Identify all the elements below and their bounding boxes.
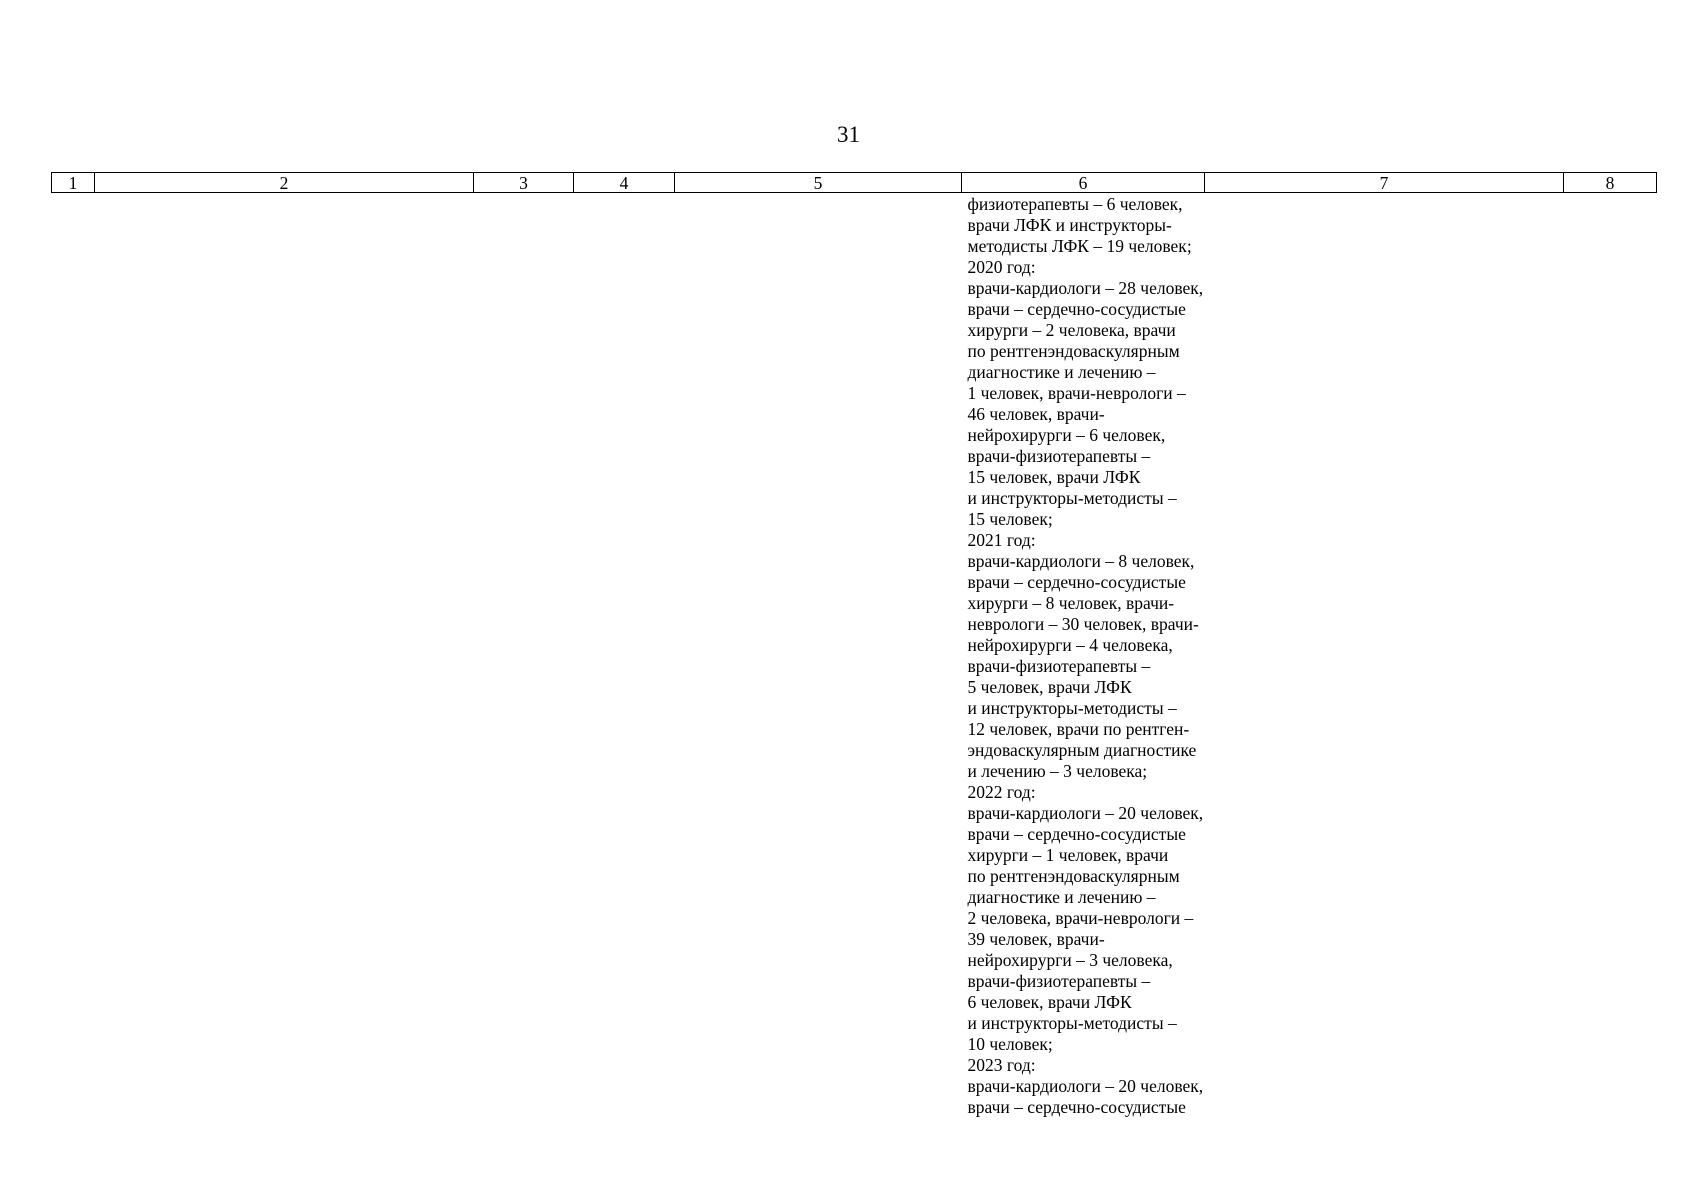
- cell-col-3: [474, 193, 574, 1119]
- text-line: врачи-кардиологи – 20 человек,: [967, 803, 1204, 823]
- text-line: диагностике и лечению –: [967, 362, 1156, 382]
- text-line: врачи-физиотерапевты –: [967, 446, 1151, 466]
- cell-col-5: [675, 193, 962, 1119]
- document-table: [51, 172, 1657, 1118]
- text-line: методисты ЛФК – 19 человек;: [967, 236, 1192, 256]
- column-number-row: [52, 173, 1657, 193]
- column-header-5: 5: [675, 173, 962, 193]
- text-line: нейрохирурги – 4 человека,: [967, 635, 1173, 655]
- text-line: 2022 год:: [967, 782, 1036, 802]
- text-line: физиотерапевты – 6 человек,: [967, 194, 1183, 214]
- text-line: хирурги – 2 человека, врачи: [967, 320, 1176, 340]
- text-line: нейрохирурги – 6 человек,: [967, 425, 1166, 445]
- text-line: врачи-физиотерапевты –: [967, 971, 1151, 991]
- text-line: 5 человек, врачи ЛФК: [967, 677, 1132, 697]
- cell-col-6: [962, 193, 1205, 1119]
- text-line: 15 человек, врачи ЛФК: [967, 467, 1141, 487]
- column-header-8: 8: [1564, 173, 1657, 193]
- text-line: и лечению – 3 человека;: [967, 761, 1148, 781]
- text-line: по рентгенэндоваскулярным: [967, 866, 1180, 886]
- text-line: 12 человек, врачи по рентген-: [967, 719, 1190, 739]
- text-line: 2 человека, врачи-неврологи –: [967, 908, 1194, 928]
- text-line: и инструкторы-методисты –: [967, 488, 1177, 508]
- cell-col-2: [95, 193, 474, 1119]
- text-line: хирурги – 1 человек, врачи: [967, 845, 1169, 865]
- text-line: врачи-кардиологи – 20 человек,: [967, 1076, 1204, 1096]
- text-line: эндоваскулярным диагностике: [967, 740, 1197, 760]
- text-line: 10 человек;: [967, 1034, 1053, 1054]
- text-line: нейрохирурги – 3 человека,: [967, 950, 1173, 970]
- column-header-1: 1: [52, 173, 95, 193]
- text-line: врачи – сердечно-сосудистые: [967, 1097, 1186, 1117]
- text-line: 15 человек;: [967, 509, 1053, 529]
- text-line: и инструкторы-методисты –: [967, 1013, 1177, 1033]
- text-line: врачи – сердечно-сосудистые: [967, 299, 1186, 319]
- cell-col-1: [52, 193, 95, 1119]
- column-header-2: 2: [95, 173, 474, 193]
- text-line: 2021 год:: [967, 530, 1036, 550]
- text-line: врачи-кардиологи – 8 человек,: [967, 551, 1195, 571]
- cell-col-8: [1564, 193, 1657, 1119]
- page-number: 31: [837, 122, 860, 147]
- text-line: 6 человек, врачи ЛФК: [967, 992, 1132, 1012]
- text-line: хирурги – 8 человек, врачи-: [967, 593, 1175, 613]
- column-header-4: 4: [574, 173, 675, 193]
- column-header-3: 3: [474, 173, 574, 193]
- text-line: 2023 год:: [967, 1055, 1036, 1075]
- text-line: врачи-физиотерапевты –: [967, 656, 1151, 676]
- text-line: врачи ЛФК и инструкторы-: [967, 215, 1172, 235]
- text-line: по рентгенэндоваскулярным: [967, 341, 1180, 361]
- text-line: 46 человек, врачи-: [967, 404, 1105, 424]
- text-line: 1 человек, врачи-неврологи –: [967, 383, 1186, 403]
- text-line: 39 человек, врачи-: [967, 929, 1105, 949]
- cell-col-4: [574, 193, 675, 1119]
- text-line: и инструкторы-методисты –: [967, 698, 1177, 718]
- column-header-7: 7: [1205, 173, 1564, 193]
- text-line: неврологи – 30 человек, врачи-: [967, 614, 1199, 634]
- table-row: [52, 193, 1657, 1119]
- cell-col-7: [1205, 193, 1564, 1119]
- text-line: диагностике и лечению –: [967, 887, 1156, 907]
- text-line: врачи – сердечно-сосудистые: [967, 572, 1186, 592]
- text-line: врачи – сердечно-сосудистые: [967, 824, 1186, 844]
- text-line: врачи-кардиологи – 28 человек,: [967, 278, 1204, 298]
- column-6-text: [962, 193, 1205, 1118]
- column-header-6: 6: [962, 173, 1205, 193]
- text-line: 2020 год:: [967, 257, 1036, 277]
